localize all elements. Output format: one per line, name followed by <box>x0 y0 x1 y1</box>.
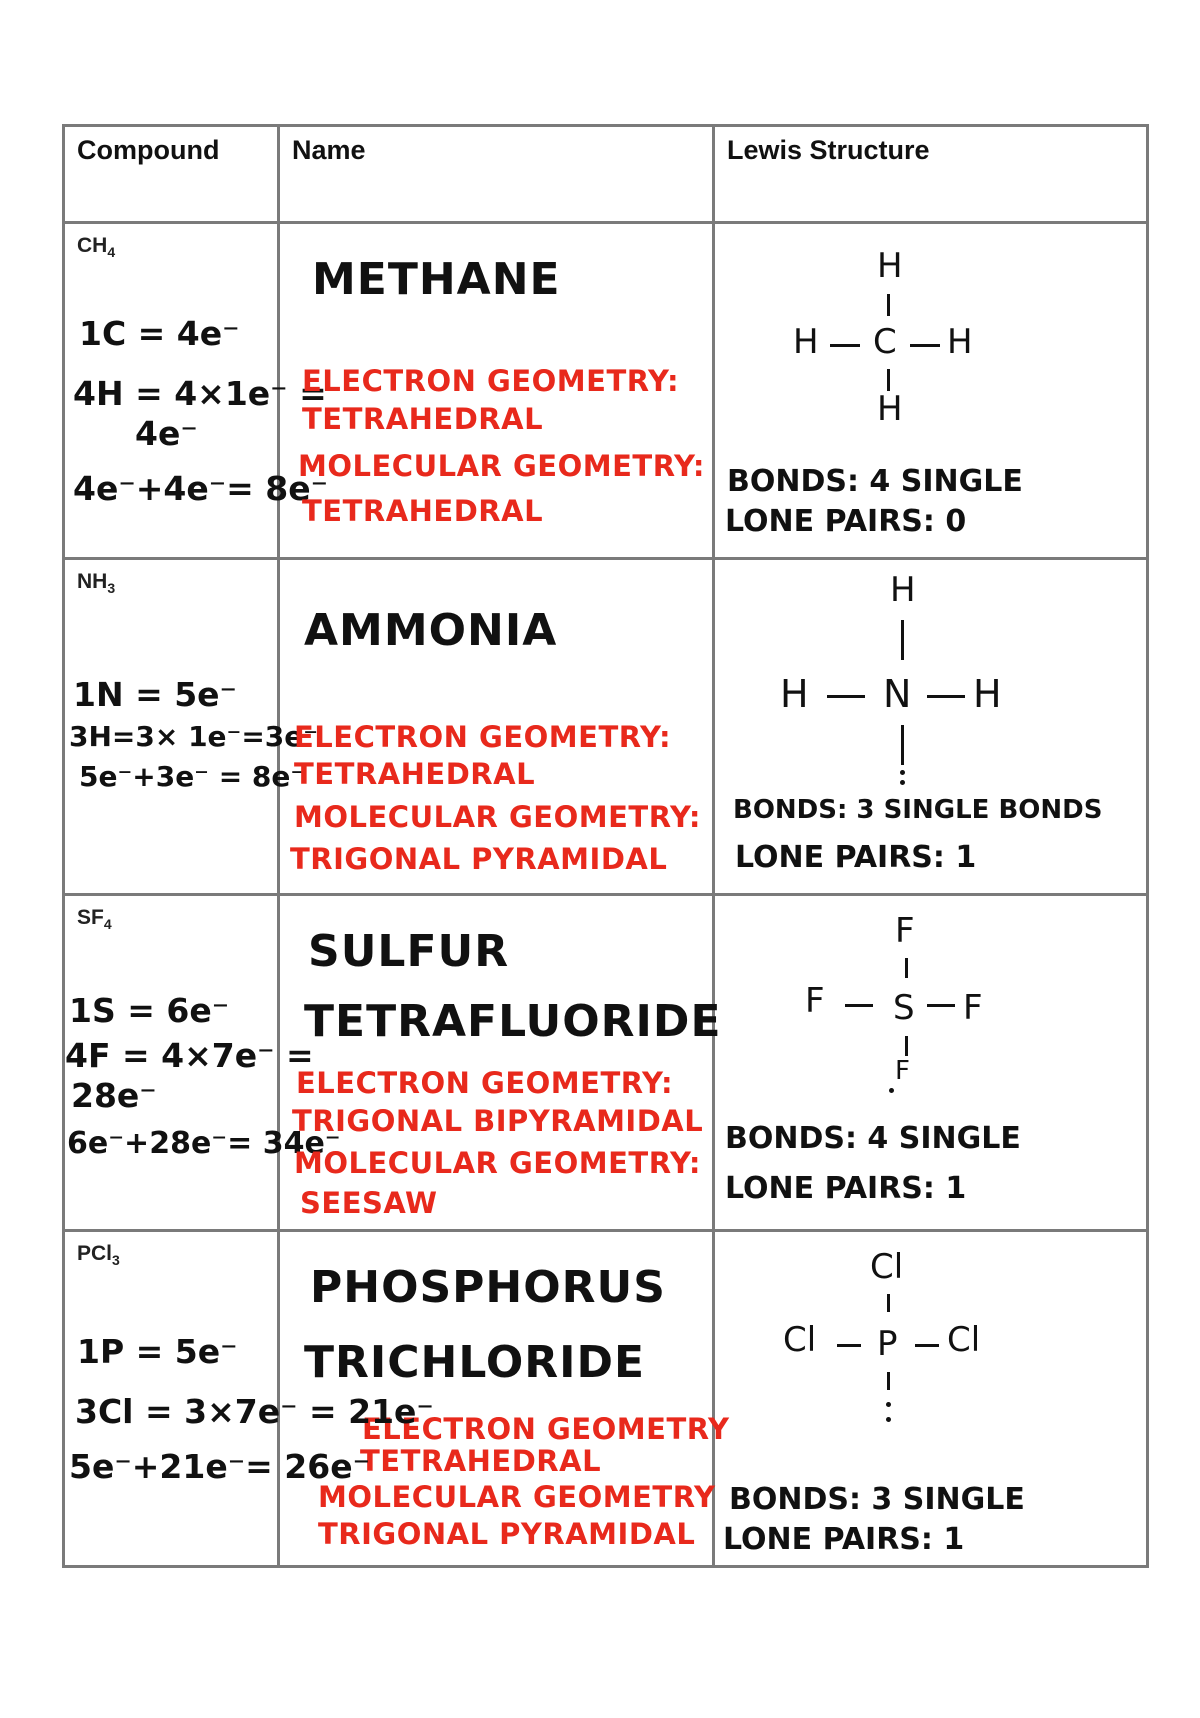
atom-center: N <box>883 672 912 716</box>
header-compound: Compound <box>64 126 279 223</box>
atom-center: C <box>873 322 897 362</box>
bonds-count: BONDS: 3 SINGLE <box>729 1482 1025 1517</box>
compound-name: SULFUR <box>308 926 510 977</box>
electron-geometry-label: ELECTRON GEOMETRY: <box>294 720 672 754</box>
lone-pair-dot <box>886 1402 891 1407</box>
calc-line: 5e⁻+21e⁻= 26e⁻ <box>69 1447 370 1486</box>
bond <box>887 1294 890 1312</box>
atom-right: H <box>947 322 973 362</box>
bonds-count: BONDS: 4 SINGLE <box>727 464 1023 499</box>
calc-line: 3H=3× 1e⁻=3e⁻ <box>69 720 319 753</box>
bond <box>915 1344 939 1347</box>
bonds-count: BONDS: 4 SINGLE <box>725 1121 1021 1156</box>
lewis-cell <box>714 895 1148 1231</box>
lone-pair-dot <box>889 1088 894 1093</box>
lone-pair-dot <box>886 1417 891 1422</box>
header-name: Name <box>279 126 714 223</box>
molecular-geometry-value: TETRAHEDRAL <box>302 494 544 528</box>
atom-center: S <box>893 988 915 1028</box>
calc-line: 6e⁻+28e⁻= 34e⁻ <box>67 1126 341 1161</box>
bonds-count: BONDS: 3 SINGLE BONDS <box>733 795 1103 825</box>
compound-name: TETRAFLUORIDE <box>304 996 722 1047</box>
atom-left: F <box>805 981 825 1021</box>
atom-top: F <box>895 911 915 951</box>
table-row <box>64 559 1148 895</box>
formula: $NH_3$ <box>77 570 116 597</box>
bond <box>901 620 904 660</box>
name-cell <box>279 895 722 1231</box>
bond <box>905 1036 908 1056</box>
calc-line: 28e⁻ <box>71 1076 157 1115</box>
bond <box>901 725 904 765</box>
atom-bottom: F <box>895 1056 910 1086</box>
atom-bottom: H <box>877 389 903 429</box>
compound-cell <box>64 559 319 895</box>
lewis-cell <box>714 559 1148 895</box>
bond <box>887 1372 890 1390</box>
compound-name: PHOSPHORUS <box>310 1262 666 1313</box>
electron-geometry-label: ELECTRON GEOMETRY: <box>296 1066 674 1100</box>
calc-line: 3Cl = 3×7e⁻ = 21e⁻ <box>75 1392 434 1431</box>
bond <box>845 1004 873 1007</box>
calc-line: 1S = 6e⁻ <box>69 991 230 1030</box>
atom-right: H <box>973 672 1002 716</box>
table-row <box>64 895 1148 1231</box>
atom-right: Cl <box>947 1320 981 1360</box>
header-row <box>64 126 1148 223</box>
lewis-cell <box>714 223 1148 559</box>
compound-name: AMMONIA <box>304 605 558 656</box>
name-cell <box>279 223 714 559</box>
molecular-geometry-value: TRIGONAL PYRAMIDAL <box>318 1517 696 1551</box>
lone-pairs-count: LONE PAIRS: 1 <box>725 1171 967 1206</box>
compound-cell <box>64 895 341 1231</box>
atom-left: H <box>793 322 819 362</box>
atom-left: Cl <box>783 1320 817 1360</box>
electron-geometry-label: ELECTRON GEOMETRY: <box>302 364 680 398</box>
atom-left: H <box>780 672 809 716</box>
calc-line: 5e⁻+3e⁻ = 8e⁻ <box>79 760 306 793</box>
electron-geometry-value: TETRAHEDRAL <box>302 402 544 436</box>
molecular-geometry-value: TRIGONAL PYRAMIDAL <box>290 842 668 876</box>
calc-line: 4F = 4×7e⁻ = <box>65 1036 314 1075</box>
formula: $CH_4$ <box>77 234 116 261</box>
bond <box>827 695 865 698</box>
compound-cell <box>64 223 329 559</box>
molecular-geometry-label: MOLECULAR GEOMETRY: <box>294 1146 702 1180</box>
molecular-geometry-label: MOLECULAR GEOMETRY: <box>294 800 702 834</box>
atom-right: F <box>963 988 983 1028</box>
atom-top: H <box>890 570 916 610</box>
compound-name: METHANE <box>312 254 561 305</box>
lone-pair-dot <box>900 770 905 775</box>
formula: PCl$_3$ <box>77 1242 120 1269</box>
atom-top: Cl <box>870 1247 904 1287</box>
calc-line: 4H = 4×1e⁻ = <box>73 374 327 413</box>
bond <box>830 344 860 347</box>
calc-line: 4e⁻ <box>135 414 198 453</box>
molecular-geometry-value: SEESAW <box>300 1186 438 1220</box>
bond <box>927 1004 955 1007</box>
atom-center: P <box>877 1324 898 1364</box>
table-row <box>64 1231 1148 1567</box>
lewis-cell <box>714 1231 1148 1567</box>
table-row <box>64 223 1148 559</box>
bond <box>927 695 965 698</box>
compound-cell <box>64 1231 434 1567</box>
electron-geometry-value: TRIGONAL BIPYRAMIDAL <box>292 1104 704 1138</box>
lone-pairs-count: LONE PAIRS: 1 <box>735 840 977 875</box>
lone-pairs-count: LONE PAIRS: 1 <box>723 1522 965 1557</box>
calc-line: 1C = 4e⁻ <box>79 314 240 353</box>
formula: $SF_4$ <box>77 906 112 933</box>
calc-line: 4e⁻+4e⁻= 8e⁻ <box>73 469 329 508</box>
molecular-geometry-label: MOLECULAR GEOMETRY <box>318 1480 716 1514</box>
lone-pair-dot <box>900 780 905 785</box>
calc-line: 1P = 5e⁻ <box>77 1332 238 1371</box>
bond <box>910 344 940 347</box>
name-cell <box>279 559 714 895</box>
molecular-geometry-label: MOLECULAR GEOMETRY: <box>298 449 706 483</box>
atom-top: H <box>877 246 903 286</box>
electron-geometry-label: ELECTRON GEOMETRY <box>362 1412 730 1446</box>
lone-pairs-count: LONE PAIRS: 0 <box>725 504 967 539</box>
bond <box>905 958 908 978</box>
electron-geometry-value: TETRAHEDRAL <box>294 757 536 791</box>
compound-table <box>62 124 1149 1568</box>
calc-line: 1N = 5e⁻ <box>73 675 237 714</box>
electron-geometry-value: TETRAHEDRAL <box>360 1444 602 1478</box>
bond <box>887 369 890 391</box>
compound-name: TRICHLORIDE <box>304 1337 646 1388</box>
header-lewis: Lewis Structure <box>714 126 1148 223</box>
bond <box>887 294 890 316</box>
bond <box>837 1344 861 1347</box>
